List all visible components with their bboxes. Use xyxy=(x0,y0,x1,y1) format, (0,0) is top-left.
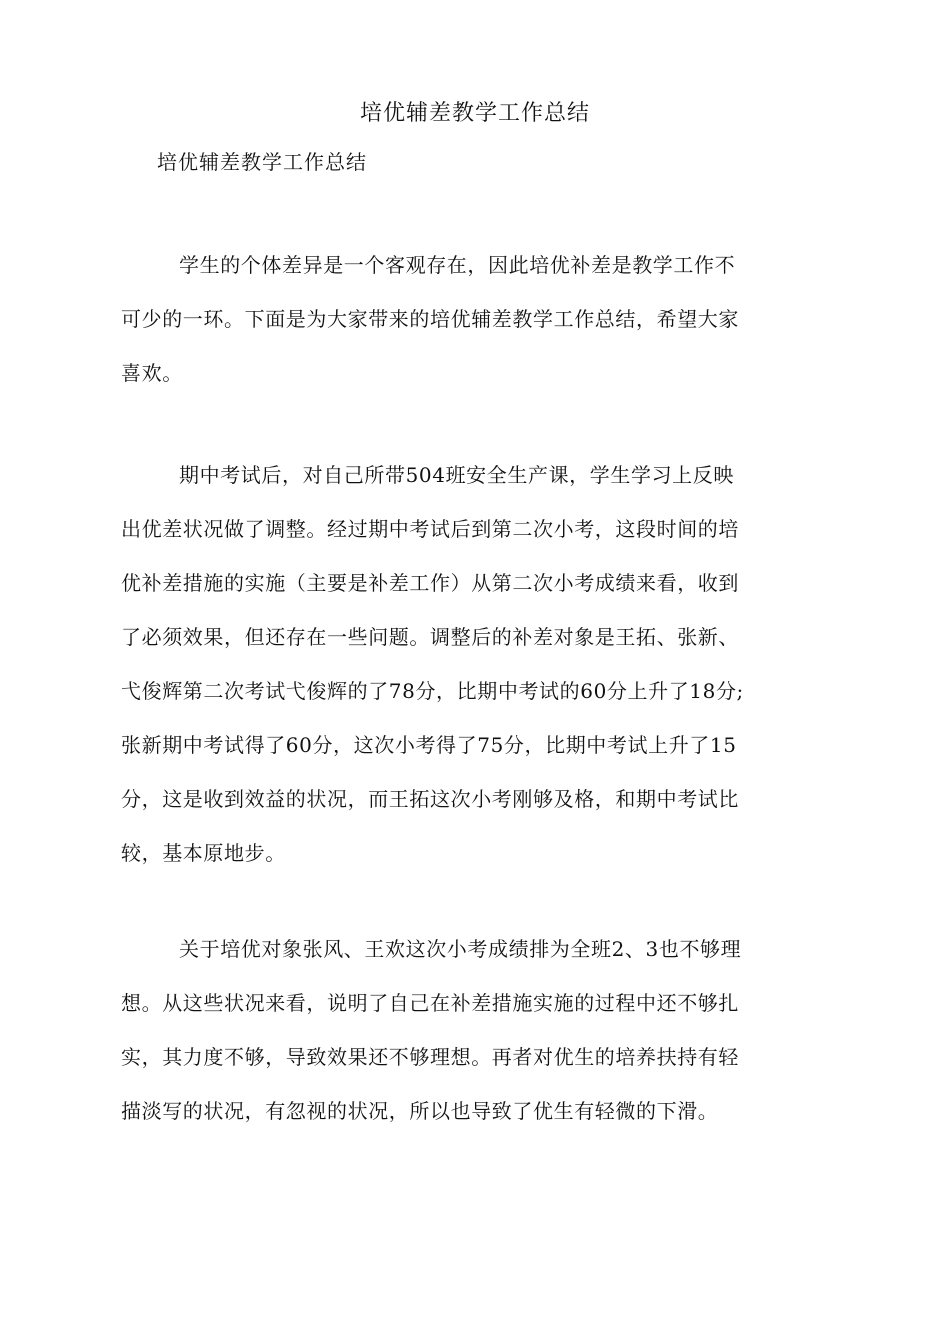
paragraph-line: 实，其力度不够，导致效果还不够理想。再者对优生的培养扶持有轻 xyxy=(121,1045,739,1069)
paragraph-intro xyxy=(121,238,846,400)
paragraph-line: 张新期中考试得了60分，这次小考得了75分，比期中考试上升了15 xyxy=(121,733,737,757)
paragraph-line: 可少的一环。下面是为大家带来的培优辅差教学工作总结，希望大家 xyxy=(121,307,739,331)
paragraph-line: 了必须效果，但还存在一些问题。调整后的补差对象是王拓、张新、 xyxy=(121,625,739,649)
document-title: 培优辅差教学工作总结 xyxy=(359,101,590,126)
paragraph-remedial-results xyxy=(121,448,846,880)
paragraph-line: 关于培优对象张风、王欢这次小考成绩排为全班2、3也不够理 xyxy=(179,937,742,961)
paragraph-line: 描淡写的状况，有忽视的状况，所以也导致了优生有轻微的下滑。 xyxy=(121,1099,719,1123)
paragraph-line: 想。从这些状况来看，说明了自己在补差措施实施的过程中还不够扎 xyxy=(121,991,739,1015)
paragraph-line: 喜欢。 xyxy=(121,361,183,385)
paragraph-line: 学生的个体差异是一个客观存在，因此培优补差是教学工作不 xyxy=(179,253,736,277)
paragraph-line: 弋俊辉第二次考试弋俊辉的了78分，比期中考试的60分上升了18分; xyxy=(121,679,744,703)
paragraph-line: 出优差状况做了调整。经过期中考试后到第二次小考，这段时间的培 xyxy=(121,517,739,541)
paragraph-top-students xyxy=(121,922,846,1138)
paragraph-line: 分，这是收到效益的状况，而王拓这次小考刚够及格，和期中考试比 xyxy=(121,787,739,811)
document-subtitle: 培优辅差教学工作总结 xyxy=(157,150,367,174)
paragraph-line: 较，基本原地步。 xyxy=(121,841,286,865)
paragraph-line: 优补差措施的实施（主要是补差工作）从第二次小考成绩来看，收到 xyxy=(121,571,739,595)
paragraph-line: 期中考试后，对自己所带504班安全生产课，学生学习上反映 xyxy=(179,463,734,487)
